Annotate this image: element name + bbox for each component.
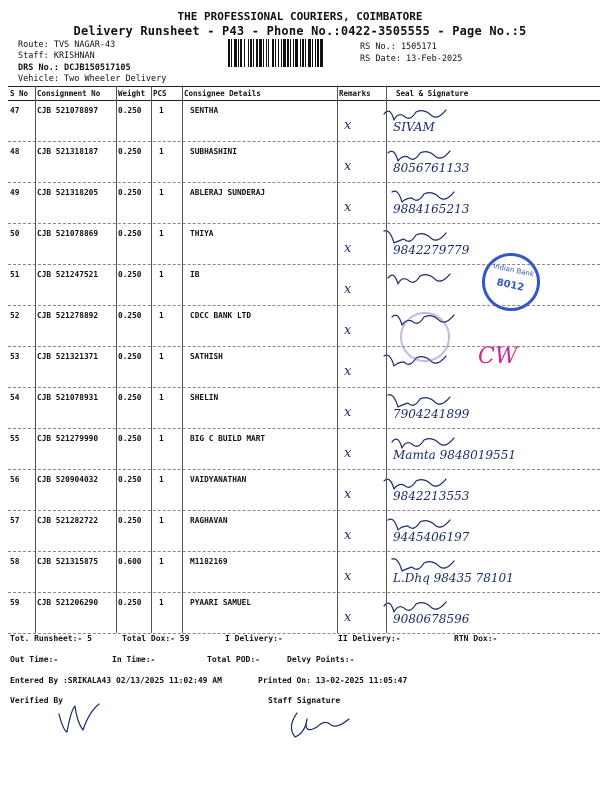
table-row	[8, 469, 600, 511]
col-sno: S No	[10, 89, 29, 98]
column-divider	[386, 86, 387, 633]
col-remarks: Remarks	[339, 89, 371, 98]
row-pcs: 1	[159, 352, 164, 361]
staff-signature-label: Staff Signature	[268, 696, 341, 705]
row-pcs: 1	[159, 229, 164, 238]
row-weight: 0.250	[118, 598, 142, 607]
verified-signature	[55, 700, 105, 736]
row-consignee: VAIDYANATHAN	[190, 475, 247, 484]
row-sno: 59	[10, 598, 20, 607]
vehicle: Vehicle: Two Wheeler Delivery	[18, 74, 167, 84]
staff: Staff: KRISHNAN	[18, 51, 95, 61]
row-consignee: BIG C BUILD MART	[190, 434, 266, 443]
column-divider	[337, 86, 338, 633]
company-name: THE PROFESSIONAL COURIERS, COIMBATORE	[177, 10, 423, 23]
column-divider	[35, 86, 36, 633]
row-pcs: 1	[159, 434, 164, 443]
rs-date: RS Date: 13-Feb-2025	[360, 54, 463, 64]
table-row	[8, 592, 600, 634]
remark-mark: x	[344, 323, 352, 338]
row-sno: 47	[10, 106, 20, 115]
row-consignment-no: CJB 521318205	[37, 188, 99, 197]
row-consignee: PYAARI SAMUEL	[190, 598, 252, 607]
row-pcs: 1	[159, 311, 164, 320]
out-time: Out Time:-	[10, 655, 59, 664]
row-sno: 54	[10, 393, 20, 402]
row-consignee: THIYA	[190, 229, 214, 238]
row-consignee: SENTHA	[190, 106, 219, 115]
barcode-bar	[323, 39, 324, 67]
rs-number: RS No.: 1505171	[360, 42, 437, 52]
row-sno: 50	[10, 229, 20, 238]
row-pcs: 1	[159, 393, 164, 402]
row-weight: 0.250	[118, 352, 142, 361]
entered-by: Entered By :SRIKALA43 02/13/2025 11:02:49 AM	[10, 676, 222, 685]
row-sno: 49	[10, 188, 20, 197]
row-weight: 0.250	[118, 475, 142, 484]
handwritten-note: L.Dhq 98435 78101	[393, 571, 514, 585]
consignee-signature	[384, 266, 454, 290]
row-consignee: SHELIN	[190, 393, 219, 402]
row-consignee: SUBHASHINI	[190, 147, 237, 156]
column-divider	[116, 86, 117, 633]
col-pcs: PCS	[153, 89, 167, 98]
remark-mark: x	[344, 528, 352, 543]
remark-mark: x	[344, 446, 352, 461]
row-weight: 0.250	[118, 393, 142, 402]
table-row	[8, 141, 600, 183]
row-consignment-no: CJB 521315875	[37, 557, 99, 566]
row-consignee: IB	[190, 270, 200, 279]
row-weight: 0.250	[118, 434, 142, 443]
row-consignee: ABLERAJ SUNDERAJ	[190, 188, 266, 197]
row-pcs: 1	[159, 147, 164, 156]
table-row	[8, 428, 600, 470]
in-time: In Time:-	[112, 655, 156, 664]
row-consignment-no: CJB 521318187	[37, 147, 99, 156]
handwritten-note: 9842213553	[393, 489, 470, 503]
row-consignment-no: CJB 521078869	[37, 229, 99, 238]
row-weight: 0.250	[118, 270, 142, 279]
table-row	[8, 100, 600, 142]
faded-seal	[400, 312, 450, 362]
ii-delivery: II Delivery:-	[338, 634, 401, 643]
row-consignee: M1182169	[190, 557, 228, 566]
handwritten-note: 9842279779	[393, 243, 470, 257]
row-pcs: 1	[159, 106, 164, 115]
rtn-dox: RTN Dox:-	[454, 634, 498, 643]
total-pod: Total POD:-	[207, 655, 260, 664]
col-weight: Weight	[118, 89, 146, 98]
verified-by-label: Verified By	[10, 696, 63, 705]
row-consignee: SATHISH	[190, 352, 223, 361]
runsheet-title: Delivery Runsheet - P43 - Phone No.:0422-3505555 - Page No.:5	[73, 24, 527, 38]
handwritten-note: SIVAM	[393, 120, 435, 134]
remark-mark: x	[344, 364, 352, 379]
remark-mark: x	[344, 200, 352, 215]
handwritten-note: Mamta 9848019551	[393, 448, 516, 462]
handwritten-note: CW	[478, 344, 518, 369]
table-row	[8, 346, 600, 388]
row-consignment-no: CJB 521321371	[37, 352, 99, 361]
row-consignment-no: CJB 521078931	[37, 393, 99, 402]
row-consignment-no: CJB 521282722	[37, 516, 99, 525]
row-sno: 55	[10, 434, 20, 443]
barcode	[228, 39, 354, 67]
table-row	[8, 387, 600, 429]
delvy-points: Delvy Points:-	[287, 655, 355, 664]
table-row	[8, 551, 600, 593]
row-consignee: RAGHAVAN	[190, 516, 228, 525]
row-sno: 57	[10, 516, 20, 525]
remark-mark: x	[344, 241, 352, 256]
row-weight: 0.250	[118, 311, 142, 320]
remark-mark: x	[344, 405, 352, 420]
row-sno: 53	[10, 352, 20, 361]
remark-mark: x	[344, 569, 352, 584]
remark-mark: x	[344, 487, 352, 502]
tot-runsheet: Tot. Runsheet:- 5	[10, 634, 92, 643]
row-weight: 0.600	[118, 557, 142, 566]
row-weight: 0.250	[118, 229, 142, 238]
row-pcs: 1	[159, 188, 164, 197]
total-dox: Total Dox:- 59	[122, 634, 190, 643]
staff-signature	[285, 705, 360, 741]
handwritten-note: 7904241899	[393, 407, 470, 421]
col-seal-signature: Seal & Signature	[396, 89, 469, 98]
col-consignment: Consignment No	[37, 89, 101, 98]
table-header	[8, 86, 600, 101]
printed-on: Printed On: 13-02-2025 11:05:47	[258, 676, 408, 685]
row-pcs: 1	[159, 516, 164, 525]
row-consignee: CDCC BANK LTD	[190, 311, 252, 320]
row-weight: 0.250	[118, 147, 142, 156]
row-pcs: 1	[159, 475, 164, 484]
table-row	[8, 305, 600, 347]
row-sno: 51	[10, 270, 20, 279]
row-consignment-no: CJB 521278892	[37, 311, 99, 320]
remark-mark: x	[344, 118, 352, 133]
stamp-text: Indian Bank	[492, 262, 535, 279]
row-pcs: 1	[159, 557, 164, 566]
row-weight: 0.250	[118, 106, 142, 115]
row-consignment-no: CJB 521247521	[37, 270, 99, 279]
row-pcs: 1	[159, 598, 164, 607]
row-consignment-no: CJB 521279990	[37, 434, 99, 443]
handwritten-note: 9445406197	[393, 530, 470, 544]
row-weight: 0.250	[118, 516, 142, 525]
remark-mark: x	[344, 159, 352, 174]
row-sno: 48	[10, 147, 20, 156]
row-consignment-no: CJB 521206290	[37, 598, 99, 607]
i-delivery: I Delivery:-	[225, 634, 283, 643]
handwritten-note: 8056761133	[393, 161, 470, 175]
column-divider	[182, 86, 183, 633]
remark-mark: x	[344, 610, 352, 625]
row-sno: 52	[10, 311, 20, 320]
route: Route: TVS NAGAR-43	[18, 40, 116, 50]
row-consignment-no: CJB 520904032	[37, 475, 99, 484]
row-consignment-no: CJB 521078897	[37, 106, 99, 115]
table-row	[8, 510, 600, 552]
remark-mark: x	[344, 282, 352, 297]
table-row	[8, 182, 600, 224]
row-pcs: 1	[159, 270, 164, 279]
column-divider	[151, 86, 152, 633]
col-consignee: Consignee Details	[184, 89, 261, 98]
drs-number: DRS No.: DCJB150517105	[18, 63, 131, 73]
handwritten-note: 9884165213	[393, 202, 470, 216]
handwritten-note: 9080678596	[393, 612, 470, 626]
stamp-code: 8012	[495, 277, 526, 294]
row-sno: 56	[10, 475, 20, 484]
row-sno: 58	[10, 557, 20, 566]
row-weight: 0.250	[118, 188, 142, 197]
